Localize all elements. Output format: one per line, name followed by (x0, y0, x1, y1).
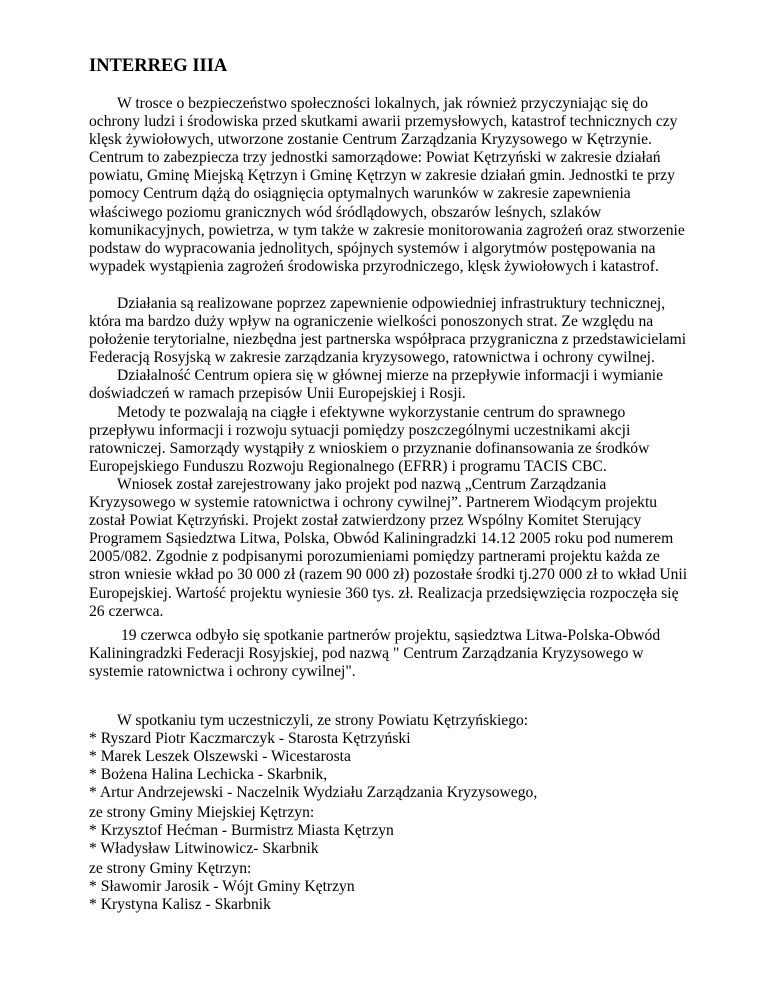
document-title: INTERREG IIIA (89, 56, 228, 76)
list-item: * Bożena Halina Lechicka - Skarbnik, (89, 766, 328, 784)
participants-powiat (89, 712, 694, 802)
participants-gmina-miejska (89, 804, 694, 858)
list-item: * Krystyna Kalisz - Skarbnik (89, 896, 271, 914)
paragraph-text: Działalność Centrum opiera się w głównej mierze na przepływie informacji i wymianie doświadczeń w ramach przepisów Unii Europejskiej i Rosji. (89, 367, 664, 403)
paragraph-intro (89, 95, 694, 276)
paragraph-text: W trosce o bezpieczeństwo społeczności lokalnych, jak również przyczyniając się do ochrony ludzi i środowiska przed skutkami awarii przemysłowych, katastrof technicznych czy klęsk żywiołowych, utworzone zostanie Centrum Zarządzania Kryzysowego w Kętrzynie. Centrum to zabezpiecza trzy jednostki samorządowe: Powiat Kętrzyński w zakresie działań powiatu, Gminę Miejską Kętrzyn i Gminę Kętrzyn w zakresie działań gmin. Jednostki te przy pomocy Centrum dążą do osiągnięcia optymalnych warunków w zakresie zapewnienia właściwego poziomu granicznych wód śródlądowych, obszarów leśnych, szlaków komunikacyjnych, powietrza, w tym także w zakresie monitorowania zagrożeń oraz stworzenie podstaw do wypracowania jednolitych, spójnych systemów i algorytmów postępowania na wypadek wystąpienia zagrożeń środowiska przyrodniczego, klęsk żywiołowych i katastrof. (89, 95, 685, 275)
list-item: * Władysław Litwinowicz- Skarbnik (89, 840, 319, 858)
list-item: * Ryszard Piotr Kaczmarczyk - Starosta Kętrzyński (89, 730, 411, 748)
participants-intro: W spotkaniu tym uczestniczyli, ze strony Powiatu Kętrzyńskiego: (117, 712, 529, 729)
paragraph-activities (89, 295, 694, 621)
section-heading: ze strony Gminy Miejskiej Kętrzyn: (89, 804, 315, 821)
list-item: * Artur Andrzejewski - Naczelnik Wydziału Zarządzania Kryzysowego, (89, 784, 538, 802)
section-heading: ze strony Gminy Kętrzyn: (89, 860, 252, 877)
list-item: * Marek Leszek Olszewski - Wicestarosta (89, 748, 351, 766)
participants-gmina (89, 860, 694, 914)
list-item: * Sławomir Jarosik - Wójt Gminy Kętrzyn (89, 878, 355, 896)
paragraph-text: 19 czerwca odbyło się spotkanie partnerów projektu, sąsiedztwa Litwa-Polska-Obwód Kaliningradzki Federacji Rosyjskiej, pod nazwą " Centrum Zarządzania Kryzysowego w systemie ratownictwa i ochrony cywilnej". (89, 627, 661, 681)
paragraph-text: Wniosek został zarejestrowany jako projekt pod nazwą „Centrum Zarządzania Kryzysowego w systemie ratownictwa i ochrony cywilnej”. Partnerem Wiodącym projektu został Powiat Kętrzyński. Projekt został zatwierdzony przez Wspólny Komitet Sterujący Programem Sąsiedztwa Litwa, Polska, Obwód Kaliningradzki 14.12 2005 roku pod numerem 2005/082. Zgodnie z podpisanymi porozumieniami pomiędzy partnerami projektu każda ze stron wniesie wkład po 30 000 zł (razem 90 000 zł) pozostałe środki tj.270 000 zł to wkład Unii Europejskiej. Wartość projektu wyniesie 360 tys. zł. Realizacja przedsięwzięcia rozpoczęła się 26 czerwca. (89, 475, 688, 620)
paragraph-text: Działania są realizowane poprzez zapewnienie odpowiedniej infrastruktury technicznej, która ma bardzo duży wpływ na ograniczenie wielkości ponoszonych strat. Ze względu na położenie terytorialne, niezbędna jest partnerska współpraca przygraniczna z przedstawicielami Federacją Rosyjską w zakresie zarządzania kryzysowego, ratownictwa i ochrony cywilnej. (89, 295, 687, 367)
list-item: * Krzysztof Hećman - Burmistrz Miasta Kętrzyn (89, 822, 394, 840)
paragraph-meeting (89, 627, 694, 681)
paragraph-text: Metody te pozwalają na ciągłe i efektywne wykorzystanie centrum do sprawnego przepływu informacji i rozwoju sytuacji pomiędzy poszczególnymi uczestnikami akcji ratowniczej. Samorządy wystąpiły z wnioskiem o przyznanie dofinansowania ze środków Europejskiego Funduszu Rozwoju Regionalnego (EFRR) i programu TACIS CBC. (89, 403, 650, 475)
